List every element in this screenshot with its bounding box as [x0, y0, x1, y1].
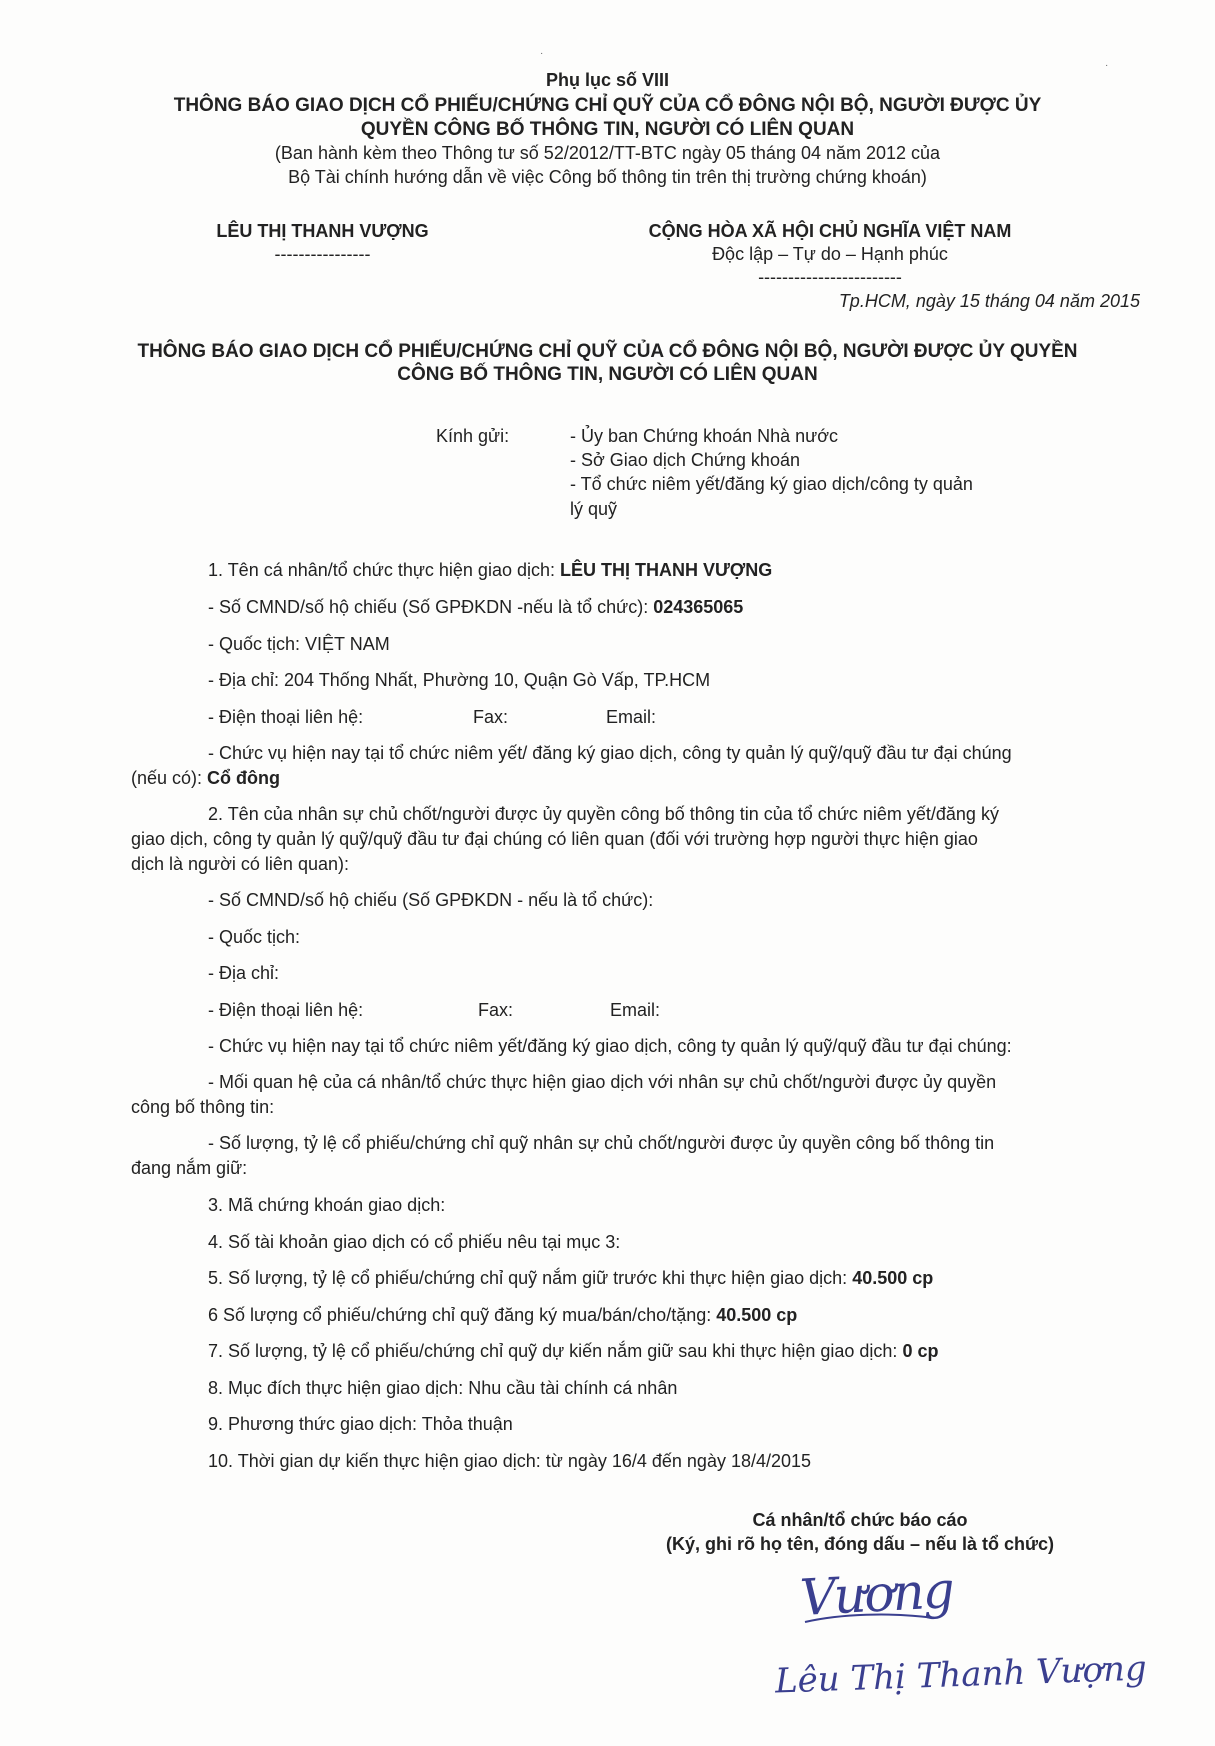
item-6 [208, 1305, 797, 1326]
document-date: Tp.HCM, ngày 15 tháng 04 năm 2015 [838, 291, 1140, 311]
header-title-line2: QUYỀN CÔNG BỐ THÔNG TIN, NGƯỜI CÓ LIÊN QUAN [360, 119, 855, 140]
s2-position: - Chức vụ hiện nay tại tổ chức niêm yết/đăng ký giao dịch, công ty quản lý quỹ/quỹ đầu tư đại chúng: [208, 1036, 1012, 1056]
scan-dot: · [1105, 60, 1109, 71]
doc-title-line1: THÔNG BÁO GIAO DỊCH CỔ PHIẾU/CHỨNG CHỈ QUỸ CỦA CỔ ĐÔNG NỘI BỘ, NGƯỜI ĐƯỢC ỦY QUYỀN [137, 341, 1078, 362]
s2-address: - Địa chỉ: [208, 963, 280, 983]
sender-rule: ---------------- [274, 244, 371, 264]
recipient-item: - Sở Giao dịch Chứng khoán [570, 450, 800, 470]
doc-title-line2: CÔNG BỐ THÔNG TIN, NGƯỜI CÓ LIÊN QUAN [397, 364, 818, 385]
s1-name-label: 1. Tên cá nhân/tổ chức thực hiện giao dịch: [208, 560, 560, 580]
s1-fax-label: Fax: [473, 707, 509, 727]
s2-nationality: - Quốc tịch: [208, 927, 301, 947]
signature-title: Cá nhân/tổ chức báo cáo [752, 1510, 968, 1530]
signature-underline [800, 1610, 940, 1630]
s2-email-label: Email: [610, 1000, 661, 1020]
item-7-value: 0 cp [902, 1341, 939, 1361]
s1-name-row [208, 560, 772, 581]
s1-position-line2 [131, 768, 280, 789]
signature-note: (Ký, ghi rõ họ tên, đóng dấu – nếu là tổ chức) [665, 1534, 1055, 1554]
s1-nationality: - Quốc tịch: VIỆT NAM [208, 634, 390, 654]
s2-holding-line1: - Số lượng, tỷ lệ cổ phiếu/chứng chỉ quỹ nhân sự chủ chốt/người được ủy quyền công bố thông tin [208, 1133, 995, 1153]
s2-phone-label: - Điện thoại liên hệ: [208, 1000, 364, 1020]
s1-id-label: - Số CMND/số hộ chiếu (Số GPĐKDN -nếu là tổ chức): [208, 597, 654, 617]
s1-email-label: Email: [606, 707, 657, 727]
s2-line2: giao dịch, công ty quản lý quỹ/quỹ đầu tư đại chúng có liên quan (đối với trường hợp người thực hiện giao [131, 829, 978, 849]
item-7 [208, 1341, 938, 1362]
s1-name-value: LÊU THỊ THANH VƯỢNG [559, 560, 773, 580]
item-6-value: 40.500 cp [716, 1305, 798, 1325]
item-9: 9. Phương thức giao dịch: Thỏa thuận [208, 1414, 513, 1434]
sender-name: LÊU THỊ THANH VƯỢNG [216, 221, 429, 241]
s2-line3: dịch là người có liên quan): [131, 854, 349, 874]
item-10: 10. Thời gian dự kiến thực hiện giao dịch: từ ngày 16/4 đến ngày 18/4/2015 [208, 1451, 812, 1471]
s1-position-value: Cổ đông [207, 768, 281, 788]
item-5-label: 5. Số lượng, tỷ lệ cổ phiếu/chứng chỉ quỹ nắm giữ trước khi thực hiện giao dịch: [208, 1268, 853, 1288]
recipient-item-wrap: lý quỹ [570, 499, 618, 519]
issued-line2: Bộ Tài chính hướng dẫn về việc Công bố thông tin trên thị trường chứng khoán) [288, 167, 927, 187]
item-4: 4. Số tài khoản giao dịch có cổ phiếu nêu tại mục 3: [208, 1232, 621, 1252]
appendix-label: Phụ lục số VIII [545, 70, 670, 90]
handwritten-signature: Vương [798, 1561, 955, 1627]
item-5 [208, 1268, 933, 1289]
s1-phone-label: - Điện thoại liên hệ: [208, 707, 364, 727]
country-rule: ------------------------ [758, 267, 902, 287]
s2-line1: 2. Tên của nhân sự chủ chốt/người được ủy quyền công bố thông tin của tổ chức niêm yết/đăng ký [208, 804, 999, 824]
item-3: 3. Mã chứng khoán giao dịch: [208, 1195, 446, 1215]
recipient-item: - Tổ chức niêm yết/đăng ký giao dịch/công ty quản [570, 474, 973, 494]
handwritten-name: Lêu Thị Thanh Vượng [774, 1648, 1148, 1702]
s1-id-value: 024365065 [653, 597, 744, 617]
item-6-label: 6 Số lượng cổ phiếu/chứng chỉ quỹ đăng ký mua/bán/cho/tặng: [208, 1305, 717, 1325]
s2-relation-line1: - Mối quan hệ của cá nhân/tổ chức thực hiện giao dịch với nhân sự chủ chốt/người được ủy quyền [208, 1072, 997, 1092]
s2-relation-line2: công bố thông tin: [131, 1097, 275, 1117]
country-motto: Độc lập – Tự do – Hạnh phúc [712, 244, 948, 264]
item-5-value: 40.500 cp [852, 1268, 934, 1288]
scan-dot: · [540, 48, 544, 59]
s1-address: - Địa chỉ: 204 Thống Nhất, Phường 10, Quận Gò Vấp, TP.HCM [208, 670, 711, 690]
issued-line1: (Ban hành kèm theo Thông tư số 52/2012/TT-BTC ngày 05 tháng 04 năm 2012 của [274, 143, 941, 163]
s1-position-line1: - Chức vụ hiện nay tại tổ chức niêm yết/ đăng ký giao dịch, công ty quản lý quỹ/quỹ đầu tư đại chúng [208, 743, 1012, 763]
s1-position-label: (nếu có): [131, 768, 208, 788]
s2-fax-label: Fax: [478, 1000, 514, 1020]
s2-holding-line2: đang nắm giữ: [131, 1158, 248, 1178]
s1-id-row [208, 597, 743, 618]
recipient-item: - Ủy ban Chứng khoán Nhà nước [570, 426, 839, 446]
country-name: CỘNG HÒA XÃ HỘI CHỦ NGHĨA VIỆT NAM [648, 221, 1012, 241]
item-7-label: 7. Số lượng, tỷ lệ cổ phiếu/chứng chỉ quỹ dự kiến nắm giữ sau khi thực hiện giao dịch: [208, 1341, 903, 1361]
s2-id-label: - Số CMND/số hộ chiếu (Số GPĐKDN - nếu là tổ chức): [208, 890, 654, 910]
recipients-label: Kính gửi: [436, 426, 510, 446]
header-title-line1: THÔNG BÁO GIAO DỊCH CỔ PHIẾU/CHỨNG CHỈ QUỸ CỦA CỔ ĐÔNG NỘI BỘ, NGƯỜI ĐƯỢC ỦY [173, 95, 1042, 116]
item-8: 8. Mục đích thực hiện giao dịch: Nhu cầu tài chính cá nhân [208, 1378, 678, 1398]
